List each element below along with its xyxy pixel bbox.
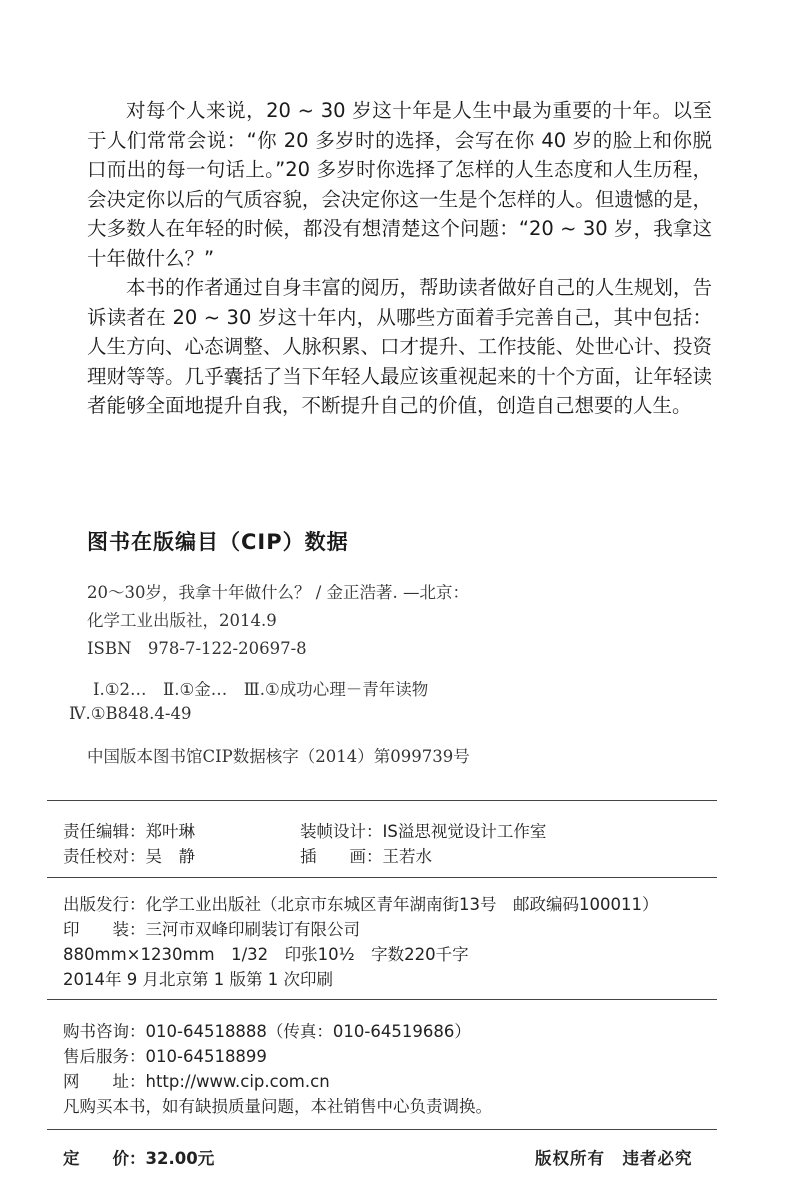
after-sales-contact: 售后服务：010-64518899 (63, 1047, 267, 1066)
cip-isbn-line: ISBN 978-7-122-20697-8 (87, 639, 307, 658)
credit-designer: 装帧设计：IS溢思视觉设计工作室 (300, 822, 547, 841)
intro-paragraph-1: 对每个人来说，20 ~ 30 岁这十年是人生中最为重要的十年。以至于人们常常会说：“你 20 多岁时的选择，会写在你 40 岁的脸上和你脱口而出的每一句话上。”20 多岁时你选择了怎样的人生态度和人生历程，会决定你以后的气质容貌，会决定你这一生是个怎样的人。但遗憾的是，大多数人在年轻的时候，都没有想清楚这个问题：“20 ~ 30 岁，我拿这十年做什么？” (87, 99, 712, 270)
cip-heading: 图书在版编目（CIP）数据 (87, 530, 349, 554)
replacement-notice: 凡购买本书，如有缺损质量问题，本社销售中心负责调换。 (63, 1097, 492, 1116)
credit-proofreader: 责任校对：吴 静 (63, 847, 195, 866)
credit-editor: 责任编辑：郑叶琳 (63, 822, 195, 841)
copyright-notice: 版权所有 违者必究 (535, 1149, 693, 1168)
book-specs: 880mm×1230mm 1/32 印张10½ 字数220千字 (63, 945, 469, 964)
intro-paragraph-2: 本书的作者通过自身丰富的阅历，帮助读者做好自己的人生规划，告诉读者在 20 ~ 30 岁这十年内，从哪些方面着手完善自己，其中包括：人生方向、心态调整、人脉积累、口才提升、工作技能、处世心计、投资理财等等。几乎囊括了当下年轻人最应该重视起来的十个方面，让年轻读者能够全面地提升自我，不断提升自己的价值，创造自己想要的人生。 (87, 276, 712, 417)
printer-info: 印 装：三河市双峰印刷装订有限公司 (63, 920, 360, 939)
divider (47, 877, 717, 878)
publisher-info: 出版发行：化学工业出版社（北京市东城区青年湖南街13号 邮政编码100011） (63, 895, 659, 914)
purchase-contact: 购书咨询：010-64518888（传真：010-64519686） (63, 1022, 471, 1041)
website: 网 址：http://www.cip.com.cn (63, 1072, 330, 1091)
intro-text (87, 96, 712, 421)
cip-publisher-line: 化学工业出版社，2014.9 (87, 611, 277, 630)
cip-subject-line: Ⅰ.①2… Ⅱ.①金… Ⅲ.①成功心理－青年读物 (93, 680, 429, 699)
divider (47, 1129, 717, 1130)
credit-illustrator: 插 画：王若水 (300, 847, 432, 866)
divider (47, 800, 717, 801)
edition-info: 2014年 9 月北京第 1 版第 1 次印刷 (63, 970, 333, 989)
divider (47, 999, 717, 1000)
price: 定 价：32.00元 (63, 1149, 215, 1168)
cip-catalog-number: 中国版本图书馆CIP数据核字（2014）第099739号 (87, 747, 470, 766)
cip-classification-line: Ⅳ.①B848.4-49 (69, 704, 192, 723)
cip-title-line: 20～30岁，我拿十年做什么？ / 金正浩著. —北京： (87, 583, 470, 602)
